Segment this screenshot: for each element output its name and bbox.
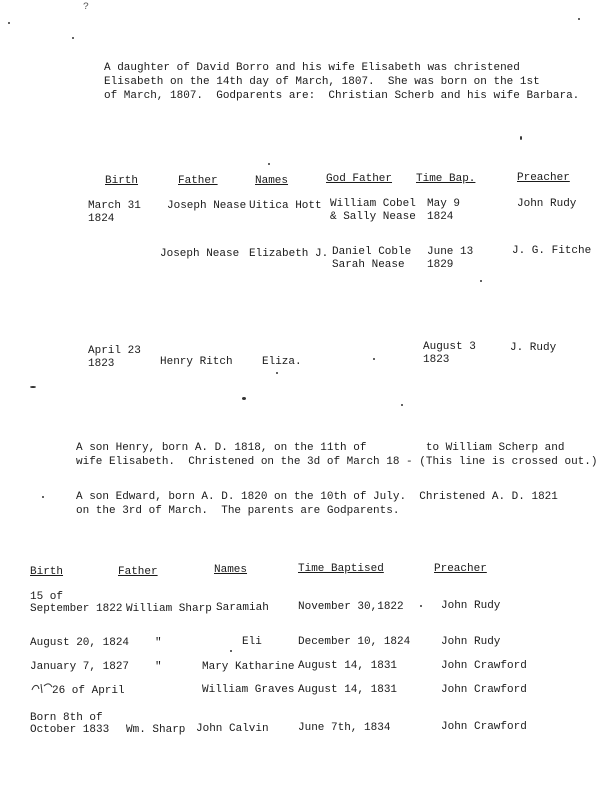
scan-speck	[480, 280, 482, 282]
table1-row2-time-2: 1829	[427, 259, 454, 271]
table1-row1-birth-1: March 31	[88, 200, 141, 212]
table2-row1-preacher: John Rudy	[441, 600, 501, 612]
table2-row5-birth-2: October 1833	[30, 724, 110, 736]
table1-header-names: Names	[255, 175, 289, 187]
table1-row1-name: Uitica Hott	[249, 200, 322, 212]
intro-line-1: A daughter of David Borro and his wife Elisabeth was christened	[104, 62, 520, 74]
table1-row2-godfather-1: Daniel Coble	[332, 246, 412, 258]
table2-row3-time: August 14, 1831	[298, 660, 398, 672]
note1-line-1: A son Henry, born A. D. 1818, on the 11th of to William Scherp and	[76, 442, 565, 454]
table1-header-preacher: Preacher	[517, 172, 570, 184]
table2-row2-father-ditto: "	[155, 637, 162, 649]
table2-row1-birth-1: 15 of	[30, 591, 64, 603]
table2-row1-birth-2: September 1822	[30, 603, 123, 615]
table1-header-time: Time Bap.	[416, 173, 476, 185]
table1-row3-birth-2: 1823	[88, 358, 115, 370]
table2-row4-time: August 14, 1831	[298, 684, 398, 696]
scan-speck	[42, 496, 44, 498]
table2-row5-time: June 7th, 1834	[298, 722, 391, 734]
table1-header-birth: Birth	[105, 175, 139, 187]
table2-row2-time: December 10, 1824	[298, 636, 411, 648]
table1-row1-godfather-2: & Sally Nease	[330, 211, 416, 223]
table1-row2-name: Elizabeth J.	[249, 248, 329, 260]
table2-row5-name: John Calvin	[196, 723, 269, 735]
table2-row1-name: Saramiah	[216, 602, 269, 614]
table2-row4-birth: 26 of April	[52, 685, 125, 697]
table2-header-time: Time Baptised	[298, 563, 384, 575]
table1-row1-father: Joseph Nease	[167, 200, 247, 212]
scan-speck	[520, 136, 522, 140]
table2-row1-father: William Sharp	[126, 603, 212, 615]
table2-row4-name: William Graves	[202, 684, 295, 696]
table1-header-godfather: God Father	[326, 173, 393, 185]
scan-speck	[420, 605, 422, 607]
scan-speck	[401, 404, 403, 406]
table2-row3-preacher: John Crawford	[441, 660, 527, 672]
table2-row5-birth-1: Born 8th of	[30, 712, 103, 724]
table1-row2-preacher: J. G. Fitche	[512, 245, 592, 257]
table1-row1-godfather-1: William Cobel	[330, 198, 416, 210]
note1-line-2: wife Elisabeth. Christened on the 3d of March 18 - (This line is crossed out.)	[76, 456, 598, 468]
table1-row1-time-1: May 9	[427, 198, 461, 210]
table1-row2-godfather-2: Sarah Nease	[332, 259, 405, 271]
table2-row1-time: November 30,1822	[298, 601, 404, 613]
table2-header-birth: Birth	[30, 566, 64, 578]
table2-row4-preacher: John Crawford	[441, 684, 527, 696]
scan-speck	[373, 358, 375, 360]
scan-speck	[276, 372, 278, 374]
table1-row3-preacher: J. Rudy	[510, 342, 557, 354]
table1-row2-father: Joseph Nease	[160, 248, 240, 260]
table2-row2-birth: August 20, 1824	[30, 637, 130, 649]
table2-row3-name: Mary Katharine	[202, 661, 295, 673]
scan-speck	[8, 22, 10, 24]
scan-speck	[72, 37, 74, 39]
note2-line-1: A son Edward, born A. D. 1820 on the 10th of July. Christened A. D. 1821	[76, 491, 558, 503]
intro-line-2: Elisabeth on the 14th day of March, 1807. She was born on the 1st	[104, 76, 540, 88]
table2-row5-father: Wm. Sharp	[126, 724, 186, 736]
table1-row3-time-2: 1823	[423, 354, 450, 366]
table2-header-names: Names	[214, 564, 248, 576]
table2-row5-preacher: John Crawford	[441, 721, 527, 733]
table2-row3-father-ditto: "	[155, 661, 162, 673]
scan-speck	[230, 650, 232, 652]
table1-row1-preacher: John Rudy	[517, 198, 577, 210]
page-mark: ?	[83, 2, 90, 13]
scan-speck	[578, 18, 580, 20]
table2-header-father: Father	[118, 566, 158, 578]
table1-row3-birth-1: April 23	[88, 345, 141, 357]
scan-speck	[242, 397, 246, 400]
table2-row2-name: Eli	[242, 636, 262, 648]
table1-row1-birth-2: 1824	[88, 213, 115, 225]
scan-speck	[268, 163, 270, 165]
table1-header-father: Father	[178, 175, 218, 187]
scan-speck	[30, 386, 36, 388]
table1-row3-father: Henry Ritch	[160, 356, 233, 368]
intro-line-3: of March, 1807. Godparents are: Christian Scherb and his wife Barbara.	[104, 90, 580, 102]
table1-row3-name: Eliza.	[262, 356, 302, 368]
table1-row3-time-1: August 3	[423, 341, 476, 353]
table2-row2-preacher: John Rudy	[441, 636, 501, 648]
table1-row2-time-1: June 13	[427, 246, 474, 258]
table2-row3-birth: January 7, 1827	[30, 661, 130, 673]
table2-header-preacher: Preacher	[434, 563, 487, 575]
table1-row1-time-2: 1824	[427, 211, 454, 223]
note2-line-2: on the 3rd of March. The parents are Godparents.	[76, 505, 400, 517]
